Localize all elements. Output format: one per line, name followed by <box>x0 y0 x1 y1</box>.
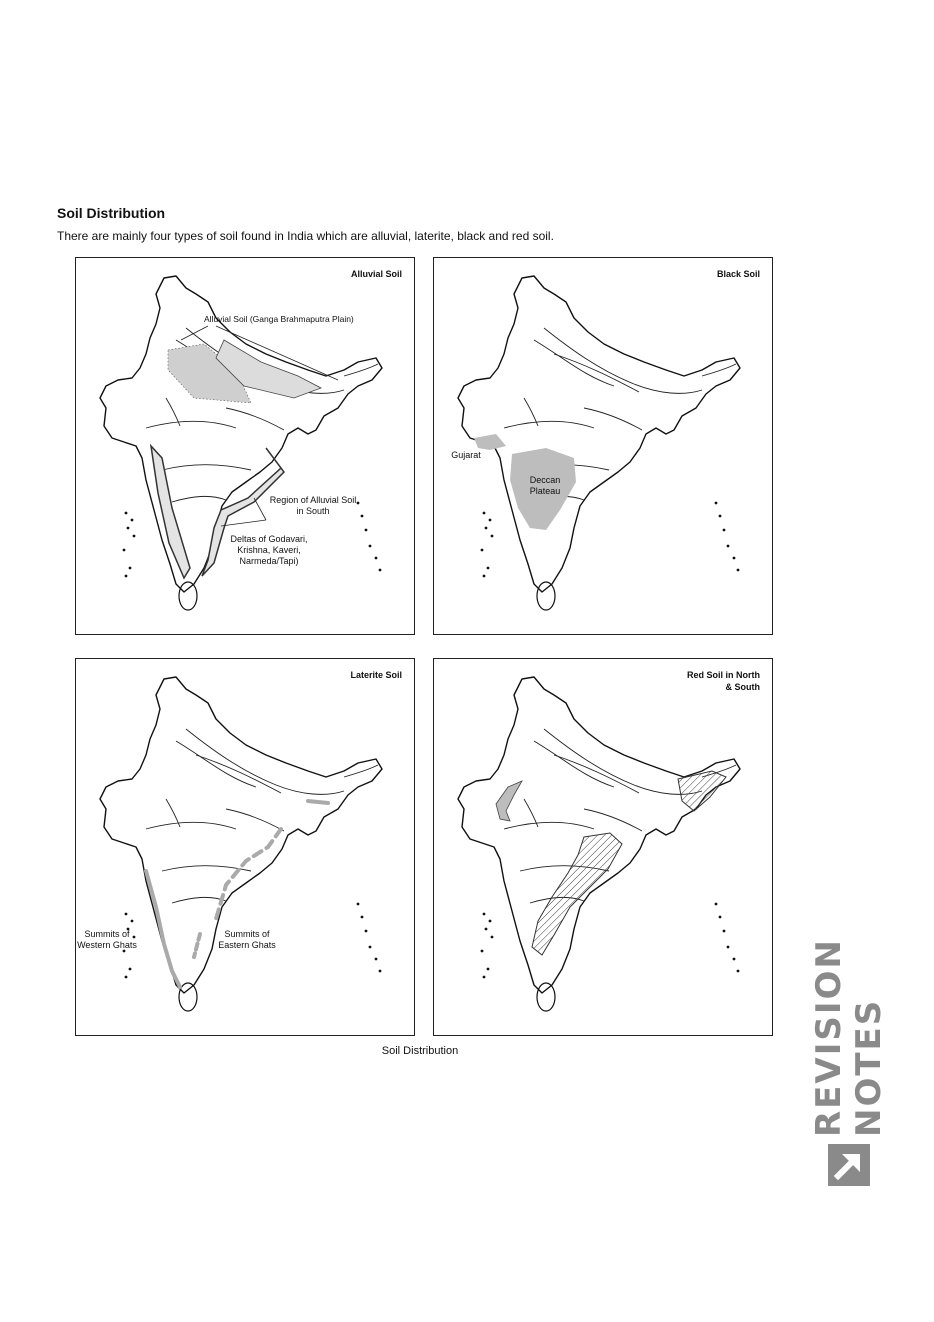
island-dot <box>719 916 722 919</box>
section-intro: There are mainly four types of soil found in India which are alluvial, laterite, black and red soil. <box>57 229 554 243</box>
india-outline-map <box>434 258 774 636</box>
island-dot <box>127 527 130 530</box>
sri-lanka-outline <box>537 582 555 610</box>
island-dot <box>375 958 378 961</box>
island-dot <box>719 515 722 518</box>
island-dot <box>131 920 134 923</box>
island-dot <box>375 557 378 560</box>
river-line <box>172 496 226 502</box>
india-outline-map <box>76 659 416 1037</box>
island-dot <box>357 903 360 906</box>
plain-label: Alluvial Soil (Ganga Brahmaputra Plain) <box>204 314 354 324</box>
south-red-soil-region <box>532 833 622 955</box>
island-dot <box>727 946 730 949</box>
red-soil-map <box>433 658 773 1036</box>
island-dot <box>123 549 126 552</box>
south-laterite <box>194 934 200 957</box>
island-dot <box>361 916 364 919</box>
laterite-soil-map <box>75 658 415 1036</box>
island-dot <box>723 529 726 532</box>
island-dot <box>129 567 132 570</box>
revision-notes-banner <box>809 852 889 1188</box>
island-dot <box>379 970 382 973</box>
northeast-red-soil-region <box>678 771 726 811</box>
river-line <box>176 741 256 787</box>
section-heading: Soil Distribution <box>57 205 166 221</box>
river-line <box>226 809 284 831</box>
sri-lanka-outline <box>537 983 555 1011</box>
river-line <box>196 755 281 793</box>
gujarat-black-soil-region <box>474 434 506 450</box>
island-dot <box>487 567 490 570</box>
island-dot <box>489 920 492 923</box>
island-dot <box>723 930 726 933</box>
river-line <box>702 364 736 376</box>
river-line <box>226 408 284 430</box>
eastern-ghats-laterite <box>216 829 281 919</box>
gujarat-label: Gujarat <box>451 450 481 460</box>
river-line <box>554 354 639 392</box>
sri-lanka-outline <box>179 582 197 610</box>
river-line <box>166 799 180 827</box>
island-dot <box>365 930 368 933</box>
island-dot <box>125 575 128 578</box>
map-title: Alluvial Soil <box>350 269 402 279</box>
island-dot <box>485 928 488 931</box>
island-dot <box>737 970 740 973</box>
island-dot <box>481 549 484 552</box>
island-dot <box>483 913 486 916</box>
western-ghats-laterite <box>146 871 180 987</box>
river-line <box>584 809 642 831</box>
island-dot <box>491 936 494 939</box>
river-line <box>524 398 538 426</box>
river-line <box>172 897 226 903</box>
river-line <box>146 421 236 428</box>
india-outline-map <box>434 659 774 1037</box>
north-red-soil-region <box>496 781 522 821</box>
river-line <box>504 822 594 829</box>
island-dot <box>737 569 740 572</box>
island-dot <box>733 557 736 560</box>
india-border <box>458 276 740 592</box>
island-dot <box>483 575 486 578</box>
island-dot <box>483 976 486 979</box>
island-dot <box>715 502 718 505</box>
alluvial-soil-map <box>75 257 415 635</box>
arrow-up-right-icon <box>828 1144 870 1186</box>
figure-caption: Soil Distribution <box>381 1045 459 1057</box>
island-dot <box>133 535 136 538</box>
island-dot <box>485 527 488 530</box>
northeast-laterite <box>308 801 328 803</box>
island-dot <box>369 545 372 548</box>
river-line <box>524 799 538 827</box>
river-line <box>584 408 642 430</box>
island-dot <box>369 946 372 949</box>
river-line <box>554 755 639 793</box>
island-dot <box>727 545 730 548</box>
island-dot <box>125 913 128 916</box>
river-line <box>344 765 378 777</box>
island-dot <box>487 968 490 971</box>
island-dot <box>129 968 132 971</box>
map-title: Red Soil in North & South <box>687 670 760 692</box>
map-title: Black Soil <box>716 269 760 279</box>
deltas-label: Deltas of Godavari, Krishna, Kaveri, Narmeda/Tapi) <box>230 534 308 566</box>
river-line <box>166 398 180 426</box>
river-line <box>534 340 614 386</box>
map-title: Laterite Soil <box>350 670 402 680</box>
river-line <box>146 822 236 829</box>
river-line <box>534 741 614 787</box>
island-dot <box>365 529 368 532</box>
western-ghats-label: Summits of Western Ghats <box>77 929 137 950</box>
river-line <box>162 465 251 470</box>
island-dot <box>361 515 364 518</box>
island-dot <box>125 512 128 515</box>
south-label: Region of Alluvial Soil in South <box>269 495 357 516</box>
banner-text: REVISION NOTES <box>809 938 889 1137</box>
river-line <box>504 421 594 428</box>
river-line <box>344 364 378 376</box>
island-dot <box>379 569 382 572</box>
island-dot <box>715 903 718 906</box>
island-dot <box>125 976 128 979</box>
black-soil-map <box>433 257 773 635</box>
deccan-label: Deccan Plateau <box>529 475 561 496</box>
island-dot <box>489 519 492 522</box>
island-dot <box>733 958 736 961</box>
island-dot <box>491 535 494 538</box>
island-dot <box>483 512 486 515</box>
eastern-ghats-label: Summits of Eastern Ghats <box>218 929 276 950</box>
island-dot <box>481 950 484 953</box>
island-dot <box>131 519 134 522</box>
